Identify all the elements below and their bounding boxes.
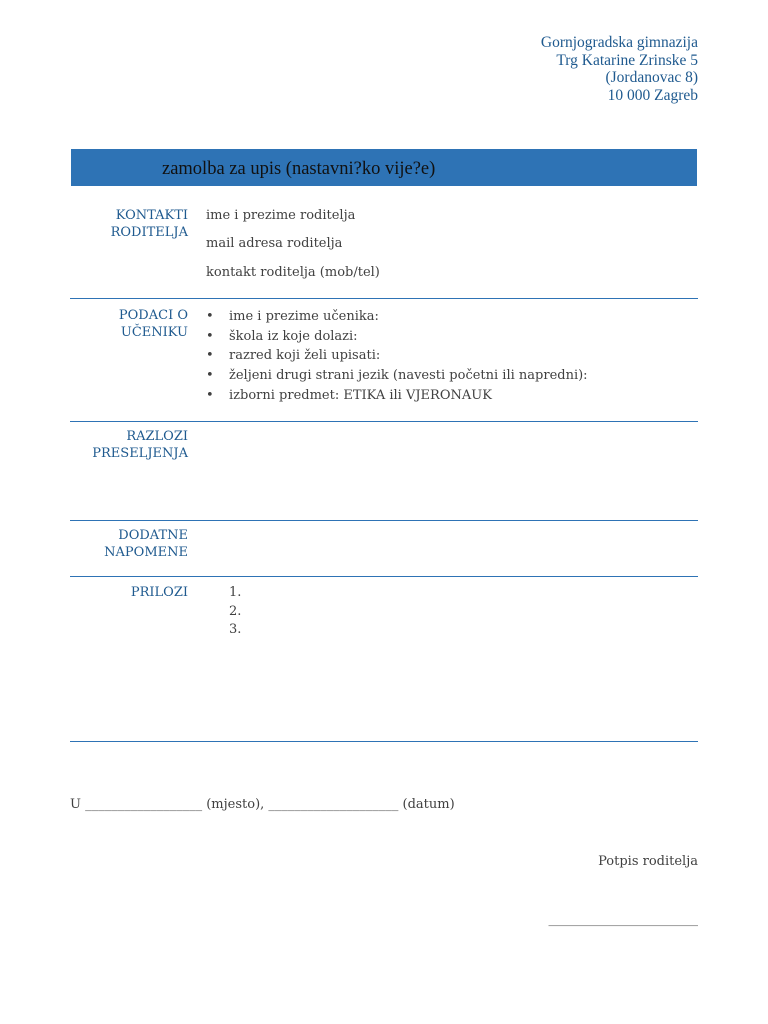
attachment-item[interactable]: 1. <box>229 585 242 600</box>
parent-name-field[interactable]: ime i prezime roditelja <box>206 208 356 223</box>
school-street: Trg Katarine Zrinske 5 <box>556 51 698 69</box>
list-item[interactable] <box>206 386 588 406</box>
list-item[interactable] <box>206 307 588 327</box>
section-divider <box>70 421 698 422</box>
section-label-transfer-reasons <box>92 429 188 462</box>
section-label-line: NAPOMENE <box>104 544 188 560</box>
bullet-icon: • <box>206 368 214 384</box>
section-label-line: PRILOZI <box>130 585 188 600</box>
school-name: Gornjogradska gimnazija <box>540 34 698 51</box>
second-language-field: željeni drugi strani jezik (navesti početni ili napredni): <box>229 368 588 384</box>
section-label-student-data <box>119 308 188 341</box>
section-label-line: KONTAKTI <box>115 208 188 223</box>
section-label-line: RODITELJA <box>110 224 188 240</box>
parent-email-field[interactable]: mail adresa roditelja <box>206 236 343 251</box>
title-bar <box>71 149 697 186</box>
bullet-icon: • <box>206 387 214 403</box>
grade-field: razred koji želi upisati: <box>229 348 381 364</box>
list-item[interactable] <box>206 327 588 347</box>
bullet-icon: • <box>206 328 214 344</box>
list-item[interactable] <box>206 346 588 366</box>
place-date-line[interactable]: U __________________ (mjesto), ____________________ (datum) <box>70 797 455 812</box>
section-divider <box>70 576 698 577</box>
parent-phone-field[interactable]: kontakt roditelja (mob/tel) <box>206 265 380 280</box>
section-divider <box>70 298 698 299</box>
section-label-line: PODACI O <box>118 308 188 323</box>
signature-label: Potpis roditelja <box>598 854 698 869</box>
document-title: zamolba za upis (nastavni?ko vije?e) <box>162 159 436 179</box>
section-divider <box>70 741 698 742</box>
section-label-line: DODATNE <box>118 528 188 543</box>
section-label-line: PRESELJENJA <box>92 445 188 461</box>
section-divider <box>70 520 698 521</box>
attachments-list <box>229 584 241 640</box>
attachment-item[interactable]: 3. <box>229 622 242 637</box>
student-name-field: ime i prezime učenika: <box>229 309 379 324</box>
bullet-icon: • <box>206 348 214 364</box>
elective-subject-field: izborni predmet: ETIKA ili VJERONAUK <box>229 387 492 403</box>
previous-school-field: škola iz koje dolazi: <box>229 328 358 344</box>
section-label-parent-contacts <box>111 208 188 241</box>
school-address <box>541 34 698 104</box>
student-data-list <box>206 307 588 405</box>
section-label-additional-notes <box>104 528 188 561</box>
school-alt-address: (Jordanovac 8) <box>605 69 698 86</box>
attachment-item[interactable]: 2. <box>229 603 242 619</box>
section-label-line: UČENIKU <box>120 324 188 340</box>
list-item[interactable] <box>206 366 588 386</box>
school-city: 10 000 Zagreb <box>607 86 698 104</box>
section-label-line: RAZLOZI <box>126 429 188 444</box>
signature-line[interactable]: _______________________ <box>548 912 698 927</box>
bullet-icon: • <box>206 309 214 324</box>
section-label-attachments <box>131 585 188 602</box>
